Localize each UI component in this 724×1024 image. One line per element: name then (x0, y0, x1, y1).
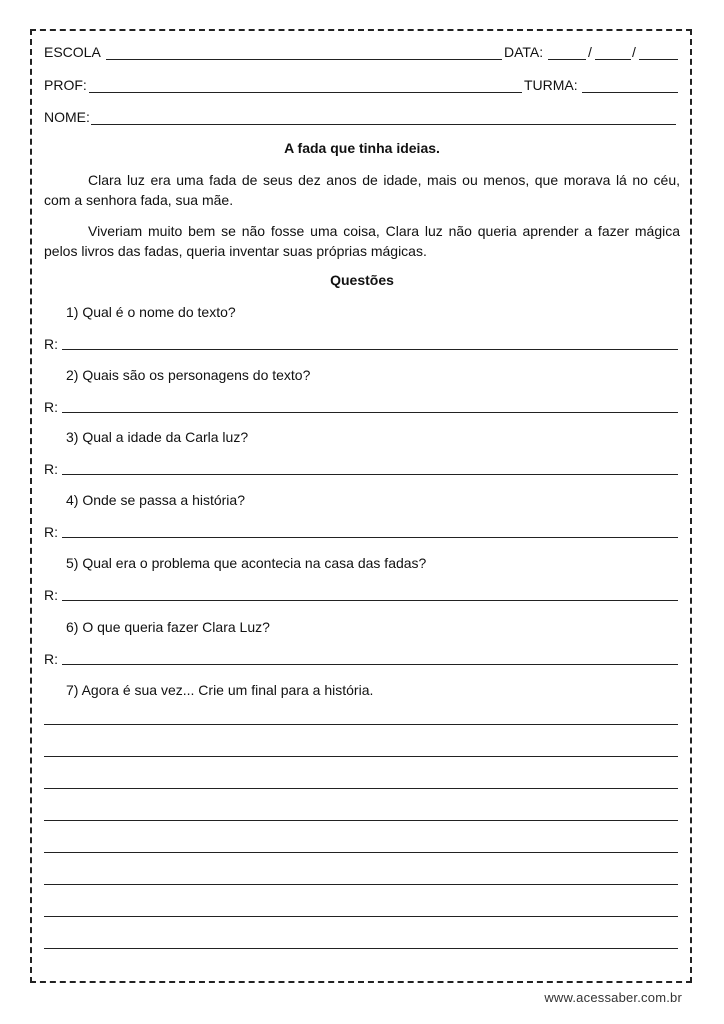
text-title: A fada que tinha ideias. (284, 140, 440, 156)
website-footer: www.acessaber.com.br (544, 990, 682, 1005)
question-1: 1) Qual é o nome do texto? (66, 304, 236, 320)
answer-line[interactable] (62, 664, 678, 665)
writing-line[interactable] (44, 724, 678, 725)
answer-label: R: (44, 461, 58, 477)
writing-line[interactable] (44, 884, 678, 885)
writing-line[interactable] (44, 820, 678, 821)
question-7: 7) Agora é sua vez... Crie um final para a história. (66, 682, 374, 698)
school-label: ESCOLA (44, 44, 101, 60)
writing-line[interactable] (44, 756, 678, 757)
question-6: 6) O que queria fazer Clara Luz? (66, 619, 270, 635)
date-separator: / (588, 44, 592, 60)
name-field[interactable] (91, 124, 676, 125)
writing-line[interactable] (44, 788, 678, 789)
class-label: TURMA: (524, 77, 578, 93)
class-field[interactable] (582, 92, 678, 93)
answer-label: R: (44, 336, 58, 352)
date-separator: / (632, 44, 636, 60)
question-5: 5) Qual era o problema que acontecia na casa das fadas? (66, 555, 427, 571)
date-month-field[interactable] (595, 59, 631, 60)
questions-heading: Questões (330, 272, 394, 288)
story-paragraph: Clara luz era uma fada de seus dez anos de idade, mais ou menos, que morava lá no céu, com a senhora fada, sua mãe. (44, 172, 680, 208)
question-4: 4) Onde se passa a história? (66, 492, 245, 508)
answer-line[interactable] (62, 412, 678, 413)
answer-line[interactable] (62, 600, 678, 601)
date-year-field[interactable] (639, 59, 678, 60)
story-paragraph: Viveriam muito bem se não fosse uma coisa, Clara luz não queria aprender a fazer mágica pelos livros das fadas, queria inventar suas próprias mágicas. (44, 223, 680, 259)
question-3: 3) Qual a idade da Carla luz? (66, 429, 249, 445)
answer-label: R: (44, 399, 58, 415)
answer-line[interactable] (62, 349, 678, 350)
writing-line[interactable] (44, 852, 678, 853)
teacher-label: PROF: (44, 77, 87, 93)
name-label: NOME: (44, 109, 90, 125)
date-label: DATA: (504, 44, 544, 60)
answer-label: R: (44, 651, 58, 667)
answer-line[interactable] (62, 537, 678, 538)
school-field[interactable] (106, 59, 502, 60)
writing-line[interactable] (44, 916, 678, 917)
teacher-field[interactable] (89, 92, 522, 93)
question-2: 2) Quais são os personagens do texto? (66, 367, 311, 383)
date-day-field[interactable] (548, 59, 586, 60)
answer-line[interactable] (62, 474, 678, 475)
answer-label: R: (44, 587, 58, 603)
answer-label: R: (44, 524, 58, 540)
writing-line[interactable] (44, 948, 678, 949)
